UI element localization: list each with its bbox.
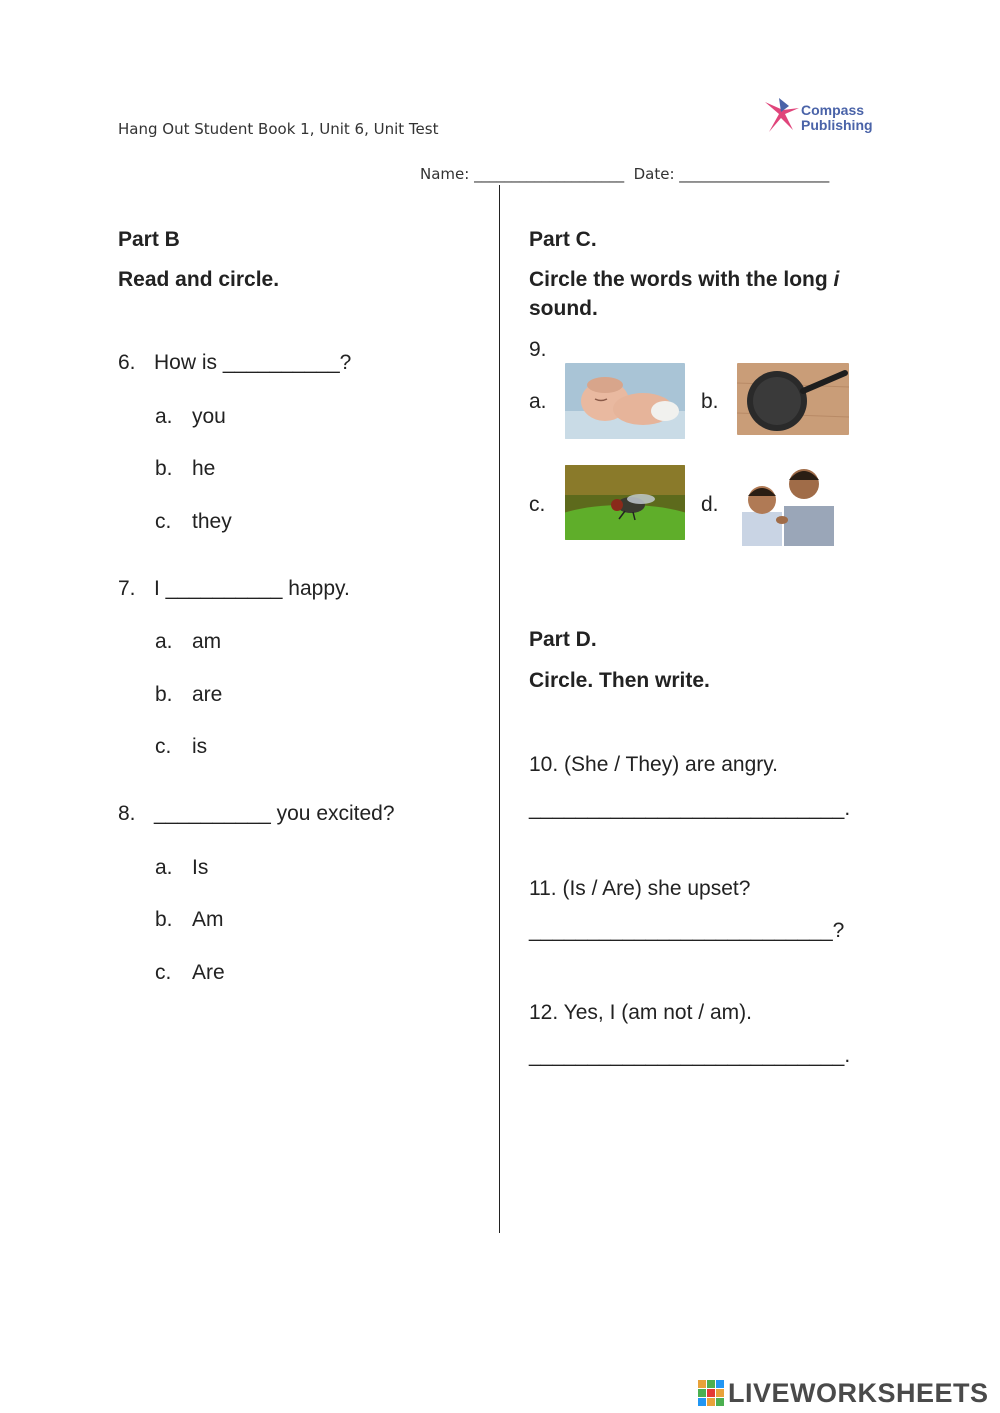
worksheet-header-title: Hang Out Student Book 1, Unit 6, Unit Test: [118, 120, 439, 138]
liveworksheets-brand-text: LIVEWORKSHEETS: [728, 1378, 989, 1408]
option-label: c.: [155, 735, 172, 758]
option-label: a.: [155, 856, 173, 879]
option-label: c.: [155, 510, 172, 533]
option-7b[interactable]: [155, 683, 222, 707]
name-date-line: Name: ____________________ Date: ____________________: [420, 165, 830, 183]
option-8b[interactable]: [155, 908, 224, 932]
part-d-title: Part D.: [529, 628, 597, 651]
part-d-instruction: Circle. Then write.: [529, 669, 710, 692]
logo-line-publishing: Publishing: [801, 117, 873, 133]
fly-on-leaf-icon[interactable]: [565, 465, 685, 540]
picture-label-a: a.: [529, 390, 547, 413]
column-divider: [499, 185, 500, 1233]
part-c-title: Part C.: [529, 228, 597, 251]
answer-line-10[interactable]: ___________________________.: [529, 797, 851, 820]
option-label: a.: [155, 405, 173, 428]
picture-label-b: b.: [701, 390, 719, 413]
option-7a[interactable]: [155, 630, 221, 654]
question-9-number: 9.: [529, 338, 547, 361]
compass-star-icon: [759, 94, 803, 138]
part-b-title: Part B: [118, 228, 180, 251]
option-6b[interactable]: [155, 457, 215, 481]
option-label: b.: [155, 683, 173, 706]
picture-label-d: d.: [701, 493, 719, 516]
option-7c[interactable]: [155, 735, 207, 759]
picture-label-c: c.: [529, 493, 546, 516]
compass-publishing-logo: [755, 88, 881, 144]
option-6c[interactable]: [155, 510, 232, 534]
option-label: b.: [155, 457, 173, 480]
option-8a[interactable]: [155, 856, 208, 880]
option-label: c.: [155, 961, 172, 984]
option-text: Is: [192, 856, 209, 879]
question-number: 7.: [118, 577, 136, 600]
question-10-prompt: 10. (She / They) are angry.: [529, 753, 779, 776]
question-text: I __________ happy.: [154, 577, 350, 600]
instruction-emphasis: i: [833, 268, 840, 291]
question-12-prompt: 12. Yes, I (am not / am).: [529, 1001, 752, 1024]
question-number: 6.: [118, 351, 136, 374]
instruction-text: Circle the words with the long: [529, 268, 834, 291]
option-text: he: [192, 457, 216, 480]
part-b-instruction: Read and circle.: [118, 268, 280, 291]
option-text: am: [192, 630, 222, 653]
option-text: Are: [192, 961, 225, 984]
question-text: __________ you excited?: [154, 802, 395, 825]
question-6: [118, 351, 351, 375]
sleeping-baby-icon[interactable]: [565, 363, 685, 439]
question-8: [118, 802, 395, 826]
option-text: they: [192, 510, 232, 533]
option-text: are: [192, 683, 223, 706]
option-label: b.: [155, 908, 173, 931]
option-6a[interactable]: [155, 405, 226, 429]
question-number: 8.: [118, 802, 136, 825]
question-7: [118, 577, 350, 601]
part-c-instruction: [529, 268, 839, 292]
option-text: Am: [192, 908, 224, 931]
option-text: is: [192, 735, 208, 758]
option-label: a.: [155, 630, 173, 653]
answer-line-11[interactable]: __________________________?: [529, 919, 845, 942]
answer-line-12[interactable]: ___________________________.: [529, 1044, 851, 1067]
question-text: How is __________?: [154, 351, 352, 374]
logo-line-compass: Compass: [801, 102, 865, 118]
liveworksheets-grid-icon: [698, 1380, 724, 1406]
option-8c[interactable]: [155, 961, 225, 985]
frying-pan-icon[interactable]: [737, 363, 849, 435]
question-11-prompt: 11. (Is / Are) she upset?: [529, 877, 751, 900]
part-c-instruction-cont: sound.: [529, 297, 598, 320]
two-boys-icon[interactable]: [738, 462, 838, 546]
option-text: you: [192, 405, 226, 428]
